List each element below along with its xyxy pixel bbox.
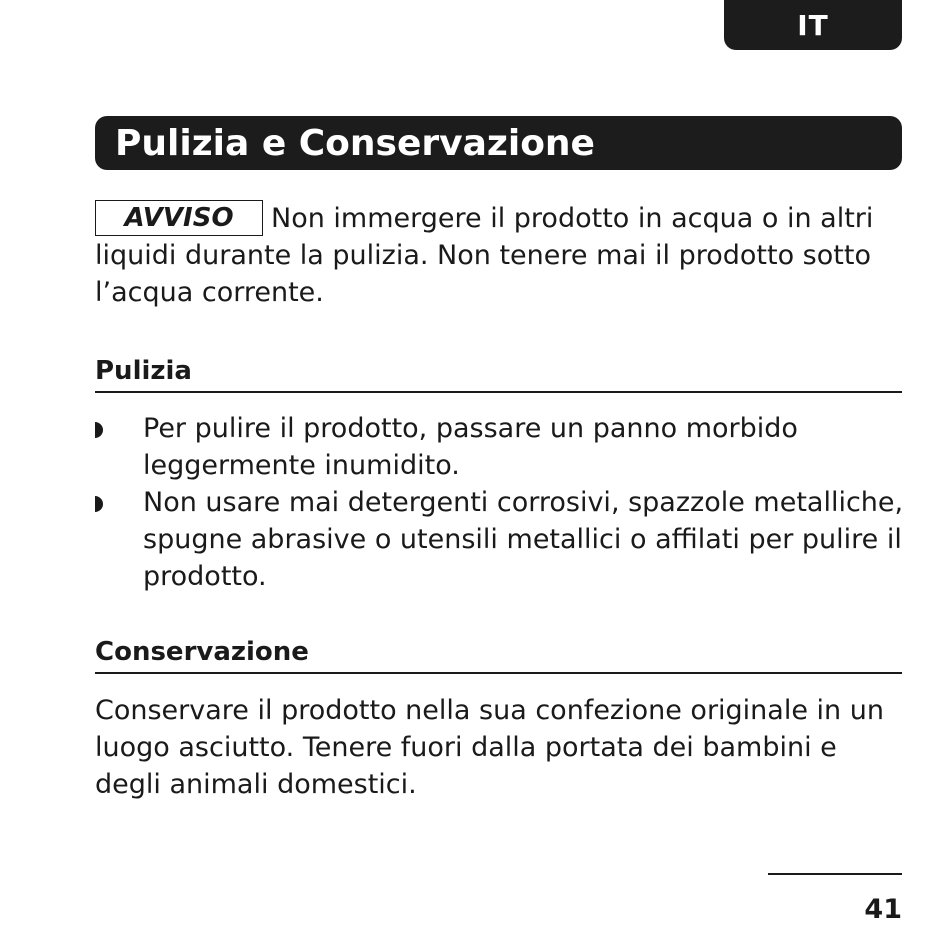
storage-text: Conservare il prodotto nella sua confezione originale in un luogo asciutto. Tenere fuori dalla portata dei bambini e degli animali domestici. <box>95 695 884 800</box>
warning-text: Non immergere il prodotto in acqua o in altri liquidi durante la pulizia. Non tenere mai il prodotto sotto l’acqua corrente. <box>95 203 874 308</box>
list-item <box>95 410 910 484</box>
warning-notice <box>95 200 895 311</box>
bullet-icon <box>95 422 103 438</box>
cleaning-heading: Pulizia <box>95 356 902 393</box>
list-item-text: Non usare mai detergenti corrosivi, spazzole metalliche, spugne abrasive o utensili metallici o affilati per pulire il prodotto. <box>143 487 904 592</box>
list-item <box>95 484 910 595</box>
cleaning-list <box>95 410 910 595</box>
bullet-icon <box>95 496 103 512</box>
footer-divider <box>768 873 902 875</box>
page-title: Pulizia e Conservazione <box>95 116 902 170</box>
list-item-text: Per pulire il prodotto, passare un panno morbido leggermente inumidito. <box>143 413 798 481</box>
storage-heading: Conservazione <box>95 637 902 674</box>
language-tab: IT <box>724 0 902 50</box>
page-number: 41 <box>864 894 902 925</box>
warning-badge: AVVISO <box>95 200 263 236</box>
